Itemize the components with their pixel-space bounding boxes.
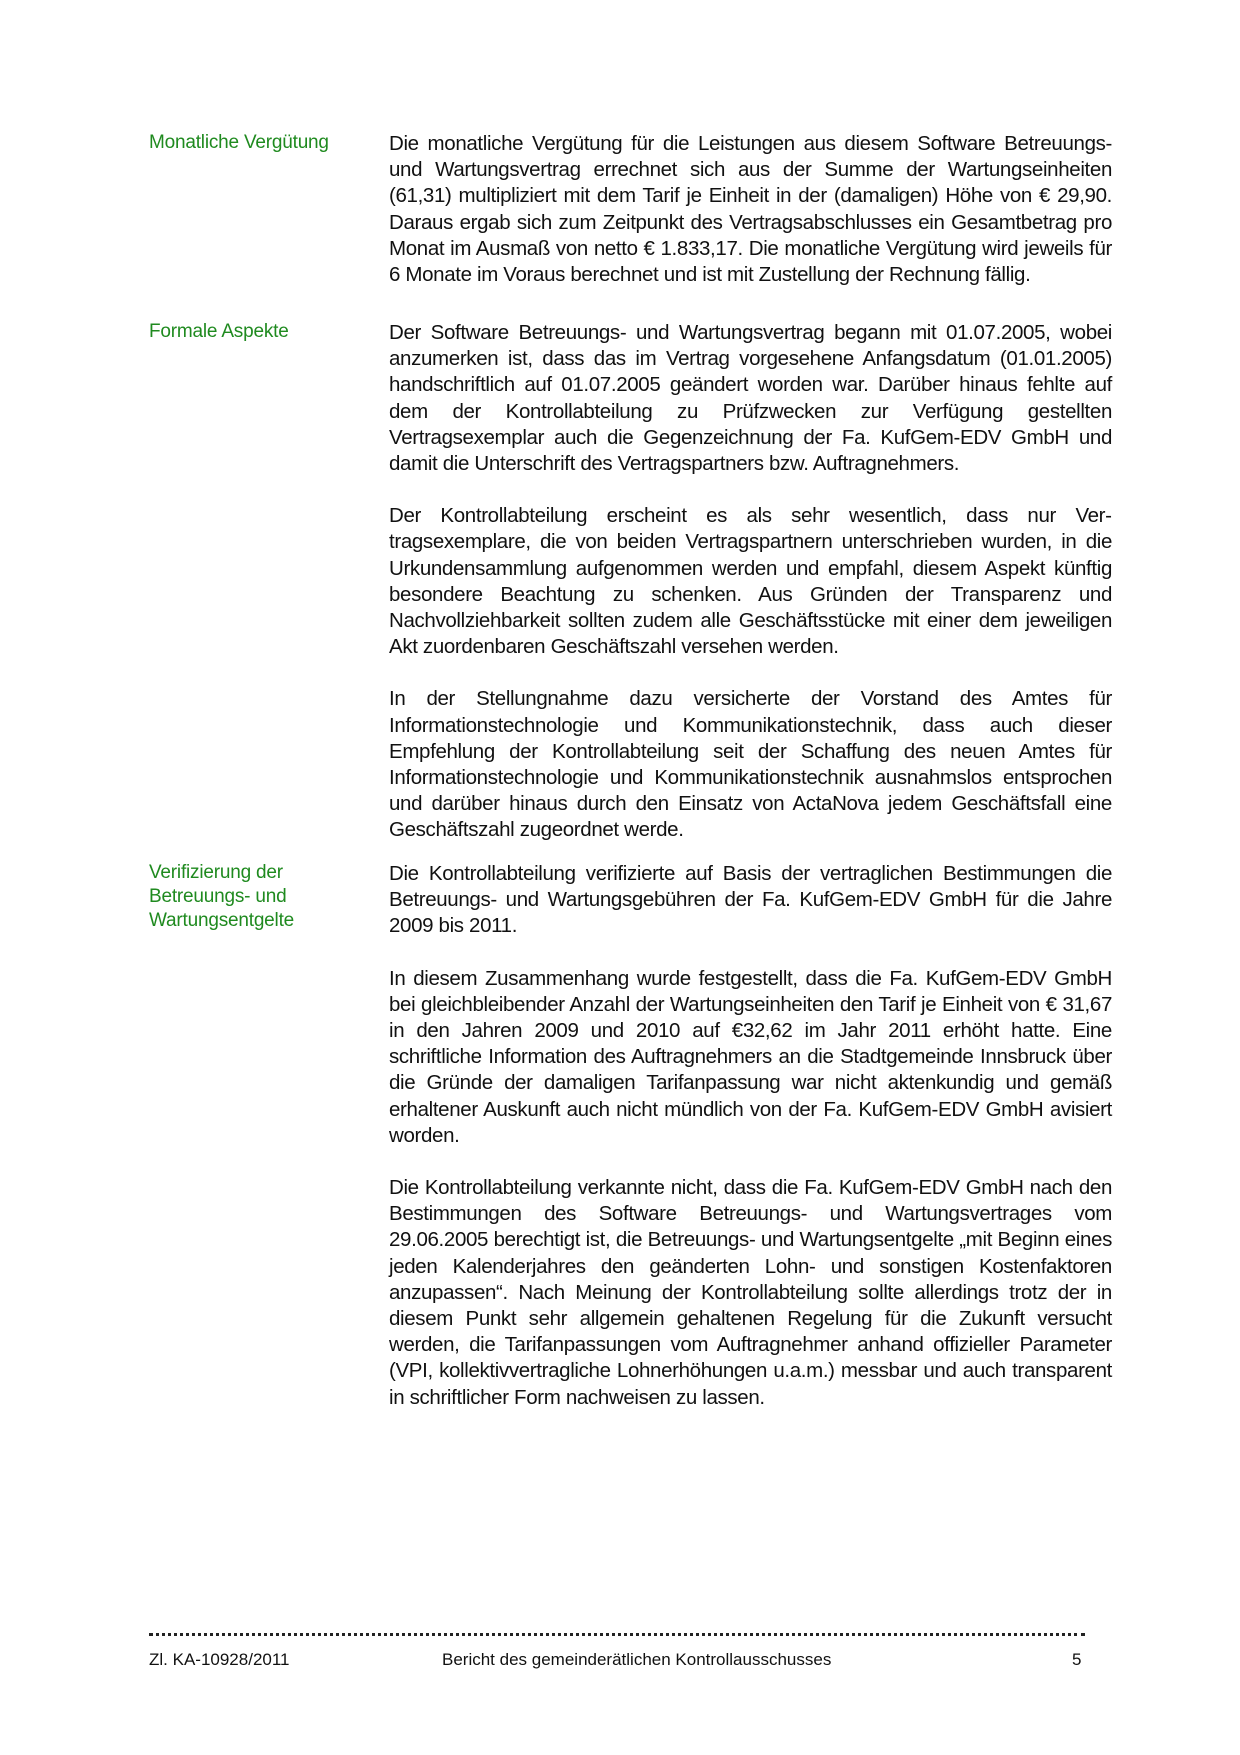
paragraph: Der Software Betreuungs- und Wartungsvertrag begann mit 01.07.2005, wobei anzumerken ist, dass das im Vertrag vorgesehene Anfangsdatum (01.01.2005) handschriftlich auf 01.07.2005 geändert worden war. Darüber hinaus fehlte auf dem der Kontrollabteilung zu Prüfzwecken zur Verfügung gestellten Vertragsexemplar auch die Gegenzeichnung der Fa. KufGem-EDV GmbH und damit die Unterschrift des Vertragspartners bzw. Auftragnehmers. xyxy=(389,321,1112,476)
margin-heading: Verifizierung der Betreuungs- und Wartungsentgelte xyxy=(149,862,295,931)
footer-title: Bericht des gemeinderätlichen Kontrollausschusses xyxy=(442,1650,832,1669)
paragraph: Die Kontrollabteilung verifizierte auf Basis der vertraglichen Bestimmungen die Betreuungs- und Wartungsgebühren der Fa. KufGem-EDV GmbH für die Jahre 2009 bis 2011. xyxy=(389,862,1112,938)
margin-heading: Monatliche Vergütung xyxy=(149,132,329,153)
paragraph: Der Kontrollabteilung erscheint es als sehr wesentlich, dass nur Vertragsexemplare, die von beiden Vertragspartnern unterschrieben wurden, in die Urkundensammlung aufgenommen werden und empfahl, diesem Aspekt künftig besondere Beachtung zu schenken. Aus Gründen der Transparenz und Nachvollziehbarkeit sollten zudem alle Geschäftsstücke mit einer dem jeweiligen Akt zuordenbaren Geschäftszahl versehen werden. xyxy=(389,504,1112,659)
margin-heading: Formale Aspekte xyxy=(149,321,289,342)
page-number: 5 xyxy=(1072,1650,1082,1669)
paragraph: In diesem Zusammenhang wurde festgestellt, dass die Fa. KufGem-EDV GmbH bei gleichbleibender Anzahl der Wartungseinheiten den Tarif je Einheit von € 31,67 in den Jahren 2009 und 2010 auf €32,62 im Jahr 2011 erhöht hatte. Eine schriftliche Information des Auftragnehmers an die Stadtgemeinde Innsbruck über die Gründe der damaligen Tarifanpassung war nicht aktenkundig und gemäß erhaltener Auskunft auch nicht mündlich von der Fa. KufGem-EDV GmbH avisiert worden. xyxy=(389,966,1112,1147)
paragraph: In der Stellungnahme dazu versicherte der Vorstand des Amtes für Informationstechnologie und Kommunikationstechnik, dass auch dieser Empfehlung der Kontrollabteilung seit der Schaffung des neuen Amtes für Informationstechnologie und Kommunikationstechnik ausnahmslos entsprochen und darüber hinaus durch den Einsatz von ActaNova jedem Geschäftsfall eine Geschäftszahl zugeordnet werde. xyxy=(389,687,1112,842)
section-body xyxy=(389,861,1112,1437)
paragraph: Die Kontrollabteilung verkannte nicht, dass die Fa. KufGem-EDV GmbH nach den Bestimmungen des Software Betreuungs- und Wartungsvertrages vom 29.06.2005 berechtigt ist, die Betreuungs- und Wartungsentgelte „mit Beginn eines jeden Kalenderjahres den geänderten Lohn- und sonstigen Kostenfaktoren anzupassen“. Nach Meinung der Kontrollabteilung sollte allerdings trotz der in diesem Punkt sehr allgemein gehaltenen Regelung für die Zukunft versucht werden, die Tarifanpassungen vom Auftragnehmer anhand offizieller Parameter (VPI, kollektivvertragliche Lohnerhöhungen u.a.m.) messbar und auch transparent in schriftlicher Form nachweisen zu lassen. xyxy=(389,1176,1112,1409)
footer-dotted-rule xyxy=(149,1633,1085,1636)
section-body xyxy=(389,131,1112,314)
section-body xyxy=(389,320,1112,870)
footer-reference: Zl. KA-10928/2011 xyxy=(149,1650,290,1669)
paragraph: Die monatliche Vergütung für die Leistungen aus diesem Software Betreuungs- und Wartungsvertrag errechnet sich aus der Summe der Wartungseinheiten (61,31) multipliziert mit dem Tarif je Einheit in der (damaligen) Höhe von € 29,90. Daraus ergab sich zum Zeitpunkt des Vertragsabschlusses ein Gesamtbetrag pro Monat im Ausmaß von netto € 1.833,17. Die monatliche Vergütung wird jeweils für 6 Monate im Voraus berechnet und ist mit Zustellung der Rechnung fällig. xyxy=(389,132,1112,287)
